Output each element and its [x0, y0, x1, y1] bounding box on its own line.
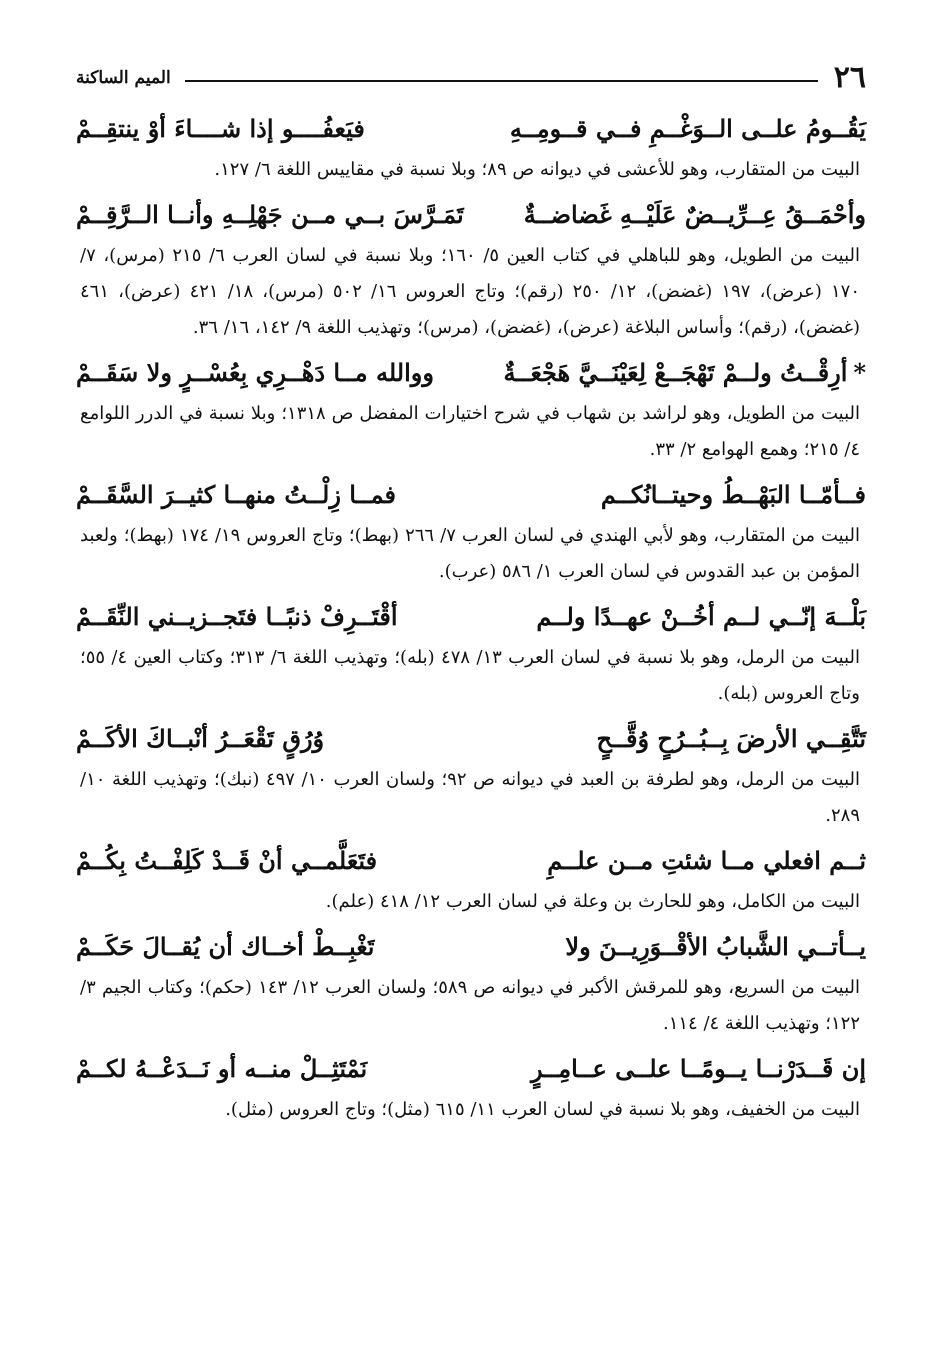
verse-line [76, 594, 866, 640]
verse-commentary: البيت من الطويل، وهو للباهلي في كتاب العين ٥/ ١٦٠؛ وبلا نسبة في لسان العرب ٦/ ٢١٥ (مرس)، ٧/ ١٧٠ (عرض)، ١٩٧ (غضض)، ١٢/ ٢٥٠ (رقم)؛ وتاج العروس ١٦/ ٥٠٢ (مرس)، ١٨/ ٤٢١ (عرض)، ٤٦١ (غضض)، (رقم)؛ وأساس البلاغة (عرض)، (غضض)، (مرس)؛ وتهذيب اللغة ٩/ ١٤٢، ١٦/ ٣٦. [80, 245, 861, 338]
first-hemistich [596, 716, 866, 762]
verse-entry [76, 1046, 866, 1128]
verse-commentary: البيت من الكامل، وهو للحارث بن وعلة في لسان العرب ١٢/ ٤١٨ (علم). [325, 891, 860, 912]
verse-entry [76, 594, 866, 712]
second-hemistich: وُرُقٍ تَقْعَــرُ أنْبــاكَ الأكَــمْ [76, 724, 325, 753]
first-hemistich [531, 1046, 866, 1092]
verse-commentary: البيت من المتقارب، وهو لأبي الهندي في لسان العرب ٧/ ٢٦٦ (بهط)؛ وتاج العروس ١٩/ ١٧٤ (بهط)؛ ولعبد المؤمن بن عبد القدوس في لسان العرب ١/ ٥٨٦ (عرب). [80, 525, 861, 582]
verse-commentary: البيت من الخفيف، وهو بلا نسبة في لسان العرب ١١/ ٦١٥ (مثل)؛ وتاج العروس (مثل). [225, 1099, 860, 1120]
verse-entry [76, 716, 866, 834]
verse-line [76, 472, 866, 518]
first-hemistich [504, 350, 866, 396]
first-hemistich-text: بَلْــهَ إنّــي لــم أخُــنْ عهــدًا ولــم [536, 602, 866, 631]
first-hemistich-text: يَقُــومُ علــى الــوَغْــمِ فــي قــومِــهِ [509, 114, 866, 143]
first-hemistich [601, 472, 866, 518]
second-hemistich: فتَعَلَّمــي أنْ قَــدْ كَلِفْــتُ بِكُــمْ [76, 846, 378, 875]
verse-line [76, 192, 866, 238]
second-hemistich: فيَعفُــــو إذا شــــاءَ أوْ ينتقِــمْ [76, 114, 365, 143]
second-hemistich: نَمْتَثِــلْ منــه أو نَــدَعْــهُ لكــمْ [76, 1054, 368, 1083]
verse-entry [76, 838, 866, 920]
verse-line [76, 1046, 866, 1092]
verse-entry [76, 924, 866, 1042]
page-header [76, 60, 866, 96]
verse-commentary: البيت من السريع، وهو للمرقش الأكبر في ديوانه ص ٥٨٩؛ ولسان العرب ١٢/ ١٤٣ (حكم)؛ وكتاب الجيم ٣/ ١٢٢؛ وتهذيب اللغة ٤/ ١١٤. [80, 977, 861, 1034]
first-hemistich-text: إن قَــدَرْنــا يــومًــا علــى عــامِــرٍ [530, 1054, 866, 1083]
first-hemistich-text: وأحْمَــقُ عِــرِّيــضٌ عَلَيْــهِ غَضاضــةٌ [523, 200, 866, 229]
page-number: ٢٦ [833, 60, 866, 95]
verse-commentary: البيت من الرمل، وهو بلا نسبة في لسان العرب ١٣/ ٤٧٨ (بله)؛ وتهذيب اللغة ٦/ ٣١٣؛ وكتاب العين ٤/ ٥٥؛ وتاج العروس (بله). [80, 647, 860, 704]
first-hemistich [524, 192, 866, 238]
first-hemistich [547, 838, 866, 884]
verse-line [76, 106, 866, 152]
first-hemistich-text: تَتَّقِــي الأرضَ بِــبُــرُحٍ وُقَّــحٍ [596, 724, 866, 753]
second-hemistich: فمــا زِلْــتُ منهــا كثيــرَ السَّقَــمْ [76, 480, 396, 509]
verse-entry [76, 472, 866, 590]
header-rule [185, 80, 818, 82]
second-hemistich: تَغْبِــطْ أخــاك أن يُقــالَ حَكَــمْ [76, 932, 375, 961]
first-hemistich [565, 924, 866, 970]
first-hemistich [536, 594, 866, 640]
first-hemistich-text: أرِقْــتُ ولــمْ تَهْجَــعْ لِعَيْنَــيَّ هَجْعَــةٌ [503, 358, 848, 387]
verse-commentary: البيت من المتقارب، وهو للأعشى في ديوانه ص ٨٩؛ وبلا نسبة في مقاييس اللغة ٦/ ١٢٧. [214, 159, 860, 180]
second-hemistich: تَمَـرَّسَ بــي مــن جَهْلِــهِ وأنــا الــرَّقِــمْ [76, 200, 464, 229]
asterisk-marker: * [853, 358, 866, 387]
second-hemistich: ووالله مــا دَهْــرِي بِعُسْــرٍ ولا سَقَــمْ [76, 358, 434, 387]
first-hemistich [510, 106, 866, 152]
verse-entry [76, 192, 866, 346]
entries-list [76, 106, 866, 1128]
first-hemistich-text: يــأتــي الشَّبابُ الأقْــوَرِيــنَ ولا [565, 932, 866, 961]
second-hemistich: أقْتَــرِفْ ذنبًــا فتَجــزيــني النِّقَــمْ [76, 602, 398, 631]
running-title: الميم الساكنة [76, 68, 171, 88]
first-hemistich-text: ثــم افعلي مــا شئتِ مــن علــمِ [547, 846, 866, 875]
verse-entry [76, 106, 866, 188]
verse-commentary: البيت من الرمل، وهو لطرفة بن العبد في ديوانه ص ٩٢؛ ولسان العرب ١٠/ ٤٩٧ (نبك)؛ وتهذيب اللغة ١٠/ ٢٨٩. [80, 769, 860, 826]
verse-commentary: البيت من الطويل، وهو لراشد بن شهاب في شرح اختيارات المفضل ص ١٣١٨؛ وبلا نسبة في الدرر اللوامع ٤/ ٢١٥؛ وهمع الهوامع ٢/ ٣٣. [80, 403, 860, 460]
verse-entry [76, 350, 866, 468]
verse-line [76, 350, 866, 396]
verse-line [76, 716, 866, 762]
first-hemistich-text: فــأمّــا البَهْــطُ وحيتــانُكــم [600, 480, 866, 509]
verse-line [76, 924, 866, 970]
verse-line [76, 838, 866, 884]
